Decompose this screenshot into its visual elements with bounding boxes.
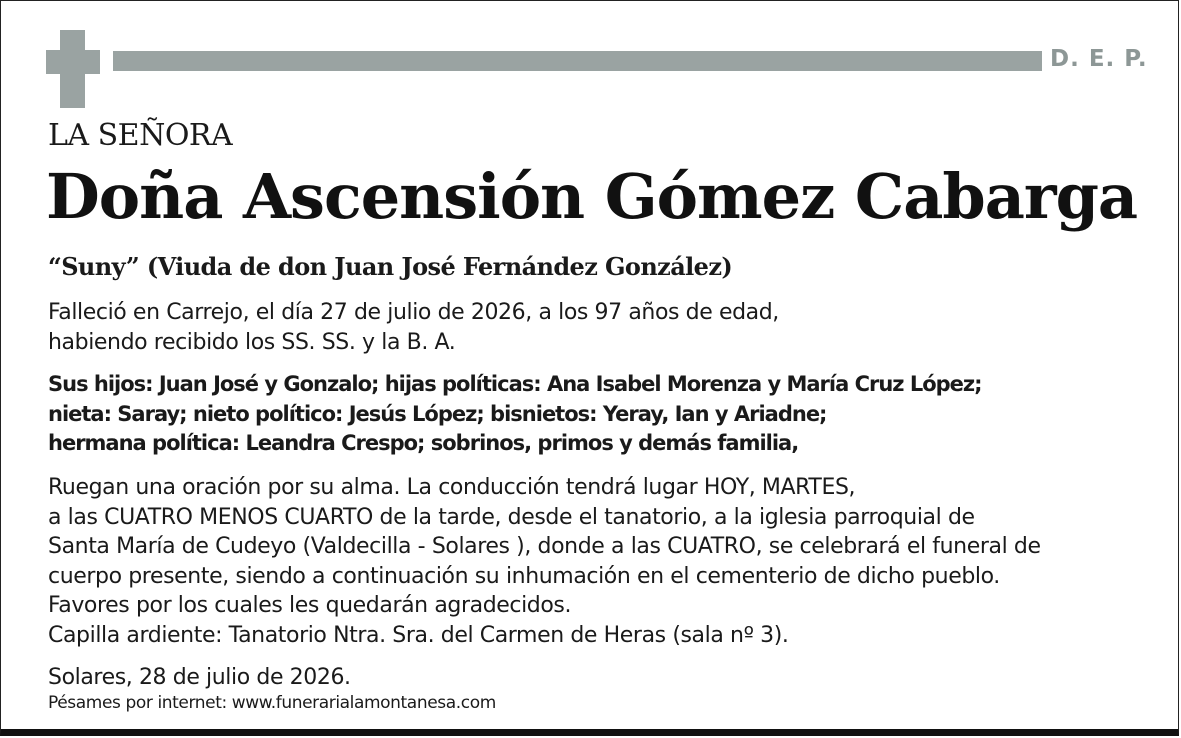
header-rule — [113, 51, 1042, 71]
ceremony-line: Santa María de Cudeyo (Valdecilla - Solares ), donde a las CUATRO, se celebrará el funeral de — [48, 534, 1041, 559]
ceremony-line: a las CUATRO MENOS CUARTO de la tarde, desde el tanatorio, a la iglesia parroquial de — [48, 504, 975, 530]
ceremony-details — [48, 473, 1041, 650]
dep-label: D. E. P. — [1050, 46, 1148, 72]
family-list — [48, 370, 982, 459]
nickname-subtitle: “Suny” (Viuda de don Juan José Fernández González) — [48, 252, 733, 281]
family-line: hermana política: Leandra Crespo; sobrinos, primos y demás familia, — [48, 431, 799, 455]
family-line: Sus hijos: Juan José y Gonzalo; hijas políticas: Ana Isabel Morenza y María Cruz López; — [48, 372, 982, 396]
condolences-link[interactable]: Pésames por internet: www.funerarialamontanesa.com — [48, 693, 496, 713]
dateline-text: Solares, 28 de julio de 2026. — [48, 665, 351, 690]
ceremony-line: Ruegan una oración por su alma. La conducción tendrá lugar HOY, MARTES, — [48, 475, 856, 500]
deceased-name: Doña Ascensión Gómez Cabarga — [46, 160, 1138, 233]
death-details-line: Falleció en Carrejo, el día 27 de julio de 2026, a los 97 años de edad, — [48, 300, 779, 325]
ceremony-line: Capilla ardiente: Tanatorio Ntra. Sra. del Carmen de Heras (sala nº 3). — [48, 622, 789, 648]
death-details — [48, 298, 779, 357]
ceremony-line: Favores por los cuales les quedarán agradecidos. — [48, 593, 572, 618]
death-details-line: habiendo recibido los SS. SS. y la B. A. — [48, 329, 456, 355]
honorific: LA SEÑORA — [48, 118, 233, 153]
cross-icon — [46, 30, 100, 108]
ceremony-line: cuerpo presente, siendo a continuación su inhumación en el cementerio de dicho pueblo. — [48, 563, 1000, 589]
family-line: nieta: Saray; nieto político: Jesús López; bisnietos: Yeray, Ian y Ariadne; — [48, 401, 827, 426]
dateline — [48, 663, 351, 693]
